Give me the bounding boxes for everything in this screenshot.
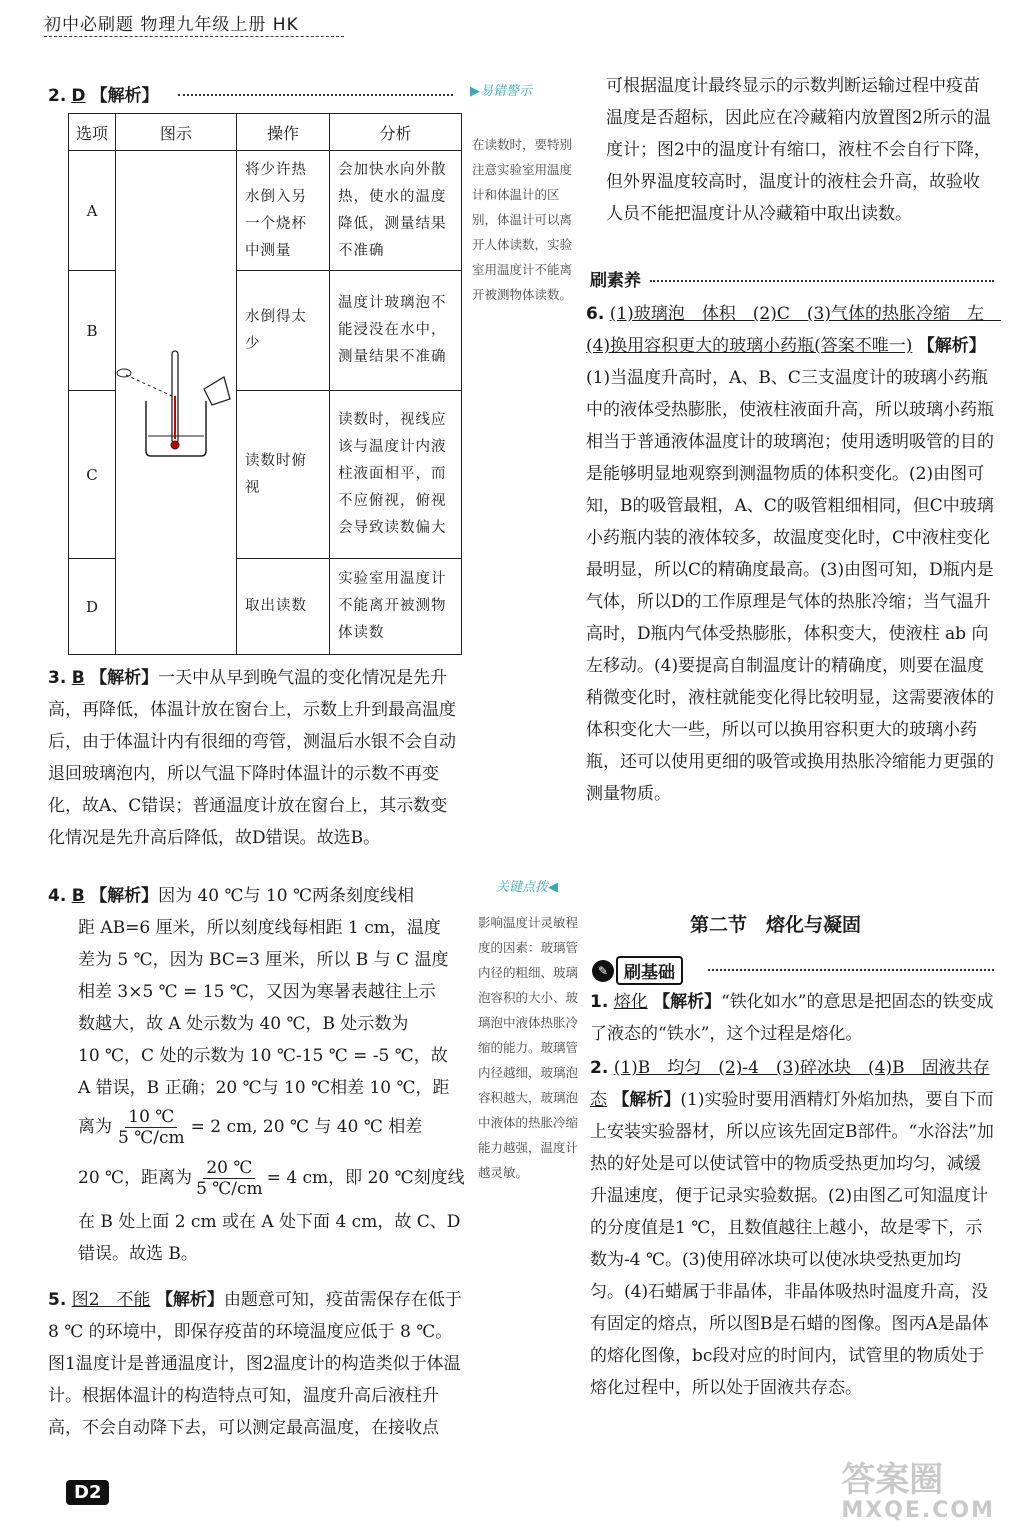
tip1-title: ▶易错警示	[470, 84, 532, 99]
q4-text: 离为	[78, 1117, 112, 1137]
q4-line: 错误。故选 B。	[78, 1244, 198, 1264]
analysis-cell: 会加快水向外散热，使水的温度降低，测量结果不准确	[330, 151, 462, 271]
header-divider	[44, 36, 344, 37]
q4-line: 因为 40 ℃与 10 ℃两条刻度线相	[158, 886, 414, 906]
s2q1-number: 1.	[590, 992, 609, 1012]
operation-cell: 将少许热水倒入另一个烧杯中测量	[237, 151, 330, 271]
q3-answer: B	[71, 668, 85, 688]
q3-block	[48, 662, 464, 854]
shuajichu-header	[592, 956, 683, 985]
s2q2-answer: (1)B 均匀 (2)-4 (3)碎冰块 (4)B 固液共存态	[590, 1058, 990, 1110]
fraction-denominator: 5 ℃/cm	[196, 1178, 263, 1199]
q4-answer: B	[71, 886, 85, 906]
watermark-logo	[841, 1462, 995, 1523]
q4-block	[48, 880, 468, 1270]
table-header: 选项	[69, 114, 116, 151]
q4-line: 距 AB=6 厘米，所以刻度线每相距 1 cm，温度	[78, 918, 441, 938]
q2-label: 【解析】	[90, 86, 159, 106]
q6-text: (1)当温度升高时，A、B、C三支温度计的玻璃小药瓶中的液体受热膨胀，使液柱液面升高，所以玻璃小药瓶相当于普通液体温度计的玻璃泡；使用透明吸管的目的是能够明显地观察到测温物质的体积变化。(2)由图可知，B的吸管最粗，A、C的吸管粗细相同，但C中玻璃小药瓶内装的液体较多，故温度变化时，C中液柱变化最明显，所以C的精确度最高。(3)由图可知，D瓶内是气体，所以D的工作原理是气体的热胀冷缩；当气温升高时，D瓶内气体受热膨胀，体积变大，使液柱 ab 向左移动。(4)要提高自制温度计的精确度，则要在温度稍微变化时，液柱就能变化得比较明显，这需要液体的体积变化大一些，所以可以换用容积更大的玻璃小药瓶，还可以使用更细的吸管或换用热胀冷缩能力更强的测量物质。	[586, 368, 994, 804]
pencil-icon: ✎	[592, 960, 614, 982]
s2q1-answer: 熔化	[613, 992, 648, 1012]
q5-label: 【解析】	[155, 1290, 224, 1310]
tip2-text: 影响温度计灵敏程度的因素：玻璃管内径的粗细、玻璃泡容积的大小、玻璃泡中液体热胀冷缩的能力。玻璃管内径越细，玻璃泡容积越大，玻璃泡中液体的热胀冷缩能力越强，温度计越灵敏。	[478, 915, 579, 1180]
q4-line: 10 ℃，C 处的示数为 10 ℃-15 ℃ = -5 ℃，故	[78, 1046, 448, 1066]
analysis-cell: 实验室用温度计不能离开被测物体读数	[330, 559, 462, 655]
table-row	[69, 151, 462, 271]
q4-fraction-line-1	[48, 1104, 468, 1150]
shuajichu-label: 刷基础	[616, 956, 683, 985]
q2-heading	[48, 80, 159, 112]
fraction-numerator: 20 ℃	[203, 1158, 255, 1179]
section-title: 第二节 熔化与凝固	[690, 914, 862, 936]
operation-cell: 水倒得太少	[237, 271, 330, 391]
q5-block	[48, 1284, 464, 1444]
table-header-row	[69, 114, 462, 151]
thermometer-beaker-diagram	[116, 341, 236, 461]
shuasuyang-dots	[650, 280, 994, 282]
q6-block	[586, 298, 1001, 810]
watermark-line: 答案圈	[841, 1460, 944, 1500]
fraction	[118, 1107, 185, 1148]
s2q1-label: 【解析】	[653, 992, 722, 1012]
page-number: D2	[66, 1480, 109, 1505]
analysis-cell: 读数时，视线应该与温度计内液柱液面相平，而不应俯视，俯视会导致读数偏大	[330, 391, 462, 559]
fraction-numerator: 10 ℃	[125, 1107, 177, 1128]
page-header: 初中必刷题 物理九年级上册 HK	[44, 15, 299, 35]
tip2-title: 关键点拨◀	[496, 880, 558, 895]
q3-number: 3.	[48, 668, 67, 688]
watermark-line: MXQE.COM	[841, 1498, 995, 1523]
q4-line: 数越大，故 A 处示数为 40 ℃，B 处示数为	[78, 1014, 409, 1034]
s2q2-number: 2.	[590, 1058, 609, 1078]
option-cell: A	[69, 151, 116, 271]
q2-table	[68, 113, 462, 655]
tip1-text: 在读数时，要特别注意实验室用温度计和体温计的区别，体温计可以离开人体读数，实验室用温度计不能离开被测物体读数。	[472, 137, 573, 302]
q2-number: 2.	[48, 86, 67, 106]
q5-continued: 可根据温度计最终显示的示数判断运输过程中疫苗温度是否超标，因此应在冷藏箱内放置图2所示的温度计；图2中的温度计有缩口，液柱不会自行下降，但外界温度较高时，温度计的液柱会升高，故验收人员不能把温度计从冷藏箱中取出读数。	[606, 76, 991, 224]
s2q1-text: “铁化如水”的意思是把固态的铁变成了液态的“铁水”，这个过程是熔化。	[590, 992, 994, 1044]
q2-dots	[178, 94, 453, 96]
s2q2-text: (1)实验时要用酒精灯外焰加热，要自下而上安装实验器材，所以应该先固定B部件。“水浴法”加热的好处是可以使试管中的物质受热更加均匀，减缓升温速度，便于记录实验数据。(2)由图乙可知温度计的分度值是1 ℃，且数值越往上越小，故是零下，示数为-4 ℃。(3)使用碎冰块可以使冰块受热更加均匀。(4)石蜡属于非晶体，非晶体吸热时温度升高，没有固定的熔点，所以图B是石蜡的图像。图丙A是晶体的熔化图像，bc段对应的时间内，试管里的物质处于熔化过程中，所以处于固液共存态。	[590, 1090, 994, 1398]
option-cell: B	[69, 271, 116, 391]
q6-label: 【解析】	[917, 336, 986, 356]
s2q2-block	[590, 1052, 994, 1404]
q4-text: 20 ℃，距离为	[78, 1168, 193, 1188]
q4-line: A 错误，B 正确；20 ℃与 10 ℃相差 10 ℃，距	[78, 1078, 450, 1098]
fraction	[196, 1158, 263, 1199]
shuasuyang-label: 刷素养	[590, 271, 641, 291]
operation-cell: 取出读数	[237, 559, 330, 655]
q4-text: = 4 cm，即 20 ℃刻度线	[266, 1168, 465, 1188]
q4-line: 差为 5 ℃，因为 BC=3 厘米，所以 B 与 C 温度	[78, 950, 449, 970]
option-cell: C	[69, 391, 116, 559]
q6-answer: (1)玻璃泡 体积 (2)C (3)气体的热胀冷缩 左 (4)换用容积更大的玻璃小药瓶(答案不唯一)	[586, 304, 1001, 356]
q4-number: 4.	[48, 886, 67, 906]
analysis-cell: 温度计玻璃泡不能浸没在水中，测量结果不准确	[330, 271, 462, 391]
q4-label: 【解析】	[90, 886, 159, 906]
q5-answer: 图2 不能	[71, 1290, 151, 1310]
q5-text: 由题意可知，疫苗需保存在低于 8 ℃ 的环境中，即保存疫苗的环境温度应低于 8 ℃。图1温度计是普通温度计，图2温度计的构造类似于体温计。根据体温计的构造特点可知，温度升高后液柱升高，不会自动降下去，可以测定最高温度，在接收点	[48, 1290, 462, 1438]
q5-number: 5.	[48, 1290, 67, 1310]
operation-cell: 读数时俯视	[237, 391, 330, 559]
q4-line: 相差 3×5 ℃ = 15 ℃，又因为寒暑表越往上示	[78, 982, 436, 1002]
q6-number: 6.	[586, 304, 605, 324]
s2q1-block	[590, 986, 994, 1050]
q4-text: = 2 cm, 20 ℃ 与 40 ℃ 相差	[190, 1117, 423, 1137]
table-header: 操作	[237, 114, 330, 151]
diagram-cell	[116, 151, 237, 655]
q3-text: 一天中从早到晚气温的变化情况是先升高，再降低，体温计放在窗台上，示数上升到最高温度后，由于体温计内有很细的弯管，测温后水银不会自动退回玻璃泡内，所以气温下降时体温计的示数不再变化，故A、C错误；普通温度计放在窗台上，其示数变化情况是先升高后降低，故D错误。故选B。	[48, 668, 456, 848]
q3-label: 【解析】	[90, 668, 159, 688]
q2-answer: D	[71, 86, 86, 106]
table-header: 分析	[330, 114, 462, 151]
table-header: 图示	[116, 114, 237, 151]
q4-fraction-line-2	[48, 1150, 468, 1206]
q4-line: 在 B 处上面 2 cm 或在 A 处下面 4 cm，故 C、D	[78, 1212, 461, 1232]
fraction-denominator: 5 ℃/cm	[118, 1127, 185, 1148]
option-cell: D	[69, 559, 116, 655]
s2q2-label: 【解析】	[612, 1090, 681, 1110]
shuajichu-dots	[708, 969, 994, 971]
